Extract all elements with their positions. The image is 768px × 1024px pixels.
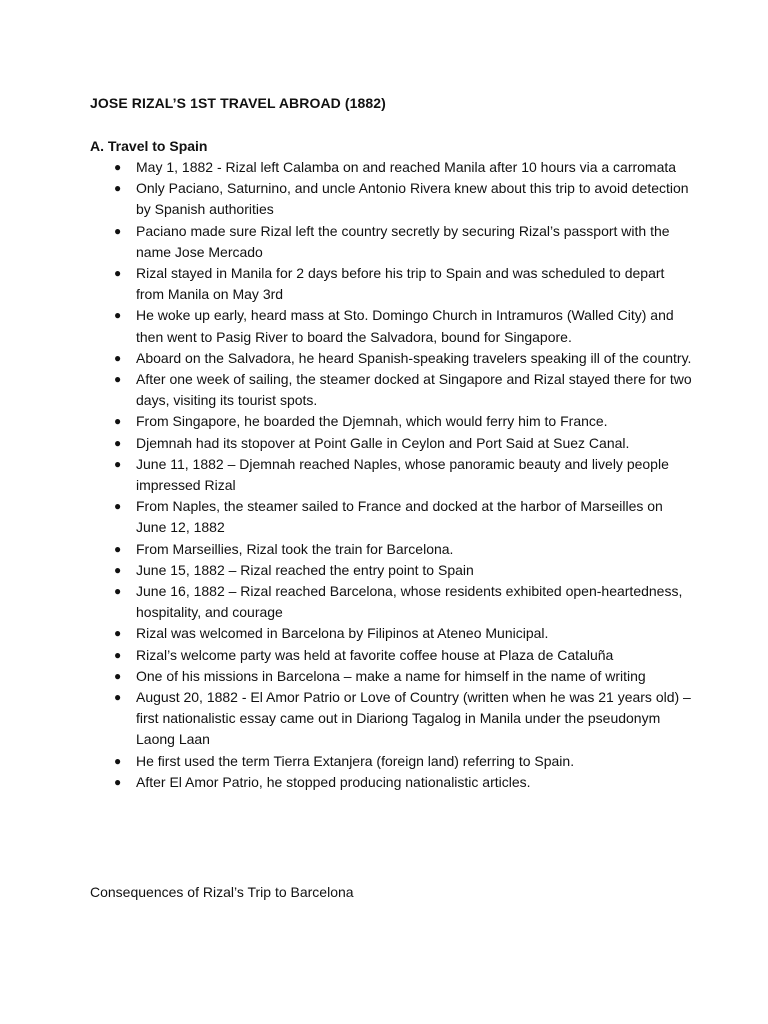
- bullet-icon: ●: [114, 584, 122, 599]
- list-item-text: From Naples, the steamer sailed to France and docked at the harbor of Marseilles on June 12, 1882: [136, 498, 663, 536]
- list-item: [114, 581, 694, 623]
- list-item: [114, 411, 694, 432]
- bullet-icon: ●: [114, 435, 122, 450]
- bullet-icon: ●: [114, 181, 122, 196]
- bullet-icon: ●: [114, 308, 122, 323]
- list-item-text: He first used the term Tierra Extanjera (foreign land) referring to Spain.: [136, 752, 575, 769]
- document-title: JOSE RIZAL’S 1ST TRAVEL ABROAD (1882): [90, 95, 386, 111]
- bullet-icon: ●: [114, 266, 122, 281]
- bullet-icon: ●: [114, 690, 122, 705]
- list-item: [114, 433, 694, 454]
- list-item-text: Djemnah had its stopover at Point Galle in Ceylon and Port Said at Suez Canal.: [136, 434, 630, 451]
- list-item: [114, 305, 694, 347]
- list-item-text: June 11, 1882 – Djemnah reached Naples, whose panoramic beauty and lively people impressed Rizal: [136, 455, 669, 494]
- bullet-icon: ●: [114, 647, 122, 662]
- list-item: [114, 539, 694, 560]
- list-item: [114, 687, 694, 751]
- list-item: [114, 348, 694, 369]
- consequences-heading: Consequences of Rizal’s Trip to Barcelona: [90, 884, 354, 900]
- bullet-icon: ●: [114, 626, 122, 641]
- list-item-text: One of his missions in Barcelona – make a name for himself in the name of writing: [136, 667, 646, 684]
- bullet-icon: ●: [114, 372, 122, 387]
- section-heading-travel-to-spain: A. Travel to Spain: [90, 138, 208, 154]
- bullet-icon: ●: [114, 562, 122, 577]
- list-item: [114, 751, 694, 772]
- list-item-text: Rizal stayed in Manila for 2 days before his trip to Spain and was scheduled to depart from Manila on May 3rd: [136, 265, 665, 303]
- list-item: [114, 772, 694, 793]
- list-item: [114, 560, 694, 581]
- list-item: [114, 496, 694, 538]
- list-item: [114, 157, 694, 178]
- list-item-text: Rizal’s welcome party was held at favorite coffee house at Plaza de Cataluña: [136, 646, 614, 663]
- list-item-text: From Marseillies, Rizal took the train for Barcelona.: [136, 540, 454, 557]
- list-item-text: He woke up early, heard mass at Sto. Domingo Church in Intramuros (Walled City) and then went to Pasig River to board the Salvadora, bound for Singapore.: [136, 307, 674, 345]
- bullet-icon: ●: [114, 456, 122, 471]
- list-item: [114, 178, 694, 220]
- list-item-text: June 15, 1882 – Rizal reached the entry point to Spain: [136, 561, 474, 578]
- list-item-text: Only Paciano, Saturnino, and uncle Antonio Rivera knew about this trip to avoid detection by Spanish authorities: [136, 180, 689, 218]
- list-item-text: From Singapore, he boarded the Djemnah, which would ferry him to France.: [136, 413, 608, 430]
- bullet-icon: ●: [114, 414, 122, 429]
- list-item-text: After El Amor Patrio, he stopped producing nationalistic articles.: [136, 773, 531, 790]
- bullet-list: [114, 157, 694, 793]
- list-item-text: After one week of sailing, the steamer docked at Singapore and Rizal stayed there for two days, visiting its tourist spots.: [136, 371, 692, 409]
- list-item: [114, 454, 694, 496]
- list-item-text: Rizal was welcomed in Barcelona by Filipinos at Ateneo Municipal.: [136, 625, 549, 642]
- list-item: [114, 369, 694, 411]
- list-item: [114, 623, 694, 644]
- bullet-icon: ●: [114, 160, 122, 174]
- list-item-text: June 16, 1882 – Rizal reached Barcelona, whose residents exhibited open-heartedness, hospitality, and courage: [136, 583, 683, 621]
- bullet-icon: ●: [114, 774, 122, 789]
- bullet-icon: ●: [114, 541, 122, 556]
- bullet-icon: ●: [114, 350, 122, 365]
- bullet-icon: ●: [114, 223, 122, 238]
- bullet-icon: ●: [114, 499, 122, 514]
- list-item-text: August 20, 1882 - El Amor Patrio or Love of Country (written when he was 21 years old) – first nationalistic essay came out in Diariong Tagalog in Manila under the pseudonym Laong Laan: [136, 689, 691, 748]
- list-item-text: May 1, 1882 - Rizal left Calamba on and reached Manila after 10 hours via a carromata: [136, 159, 677, 175]
- list-item: [114, 645, 694, 666]
- list-item: [114, 221, 694, 263]
- bullet-icon: ●: [114, 753, 122, 768]
- list-item-text: Paciano made sure Rizal left the country secretly by securing Rizal’s passport with the name Jose Mercado: [136, 222, 670, 260]
- list-item: [114, 263, 694, 305]
- list-item-text: Aboard on the Salvadora, he heard Spanish-speaking travelers speaking ill of the country.: [136, 349, 692, 366]
- list-item: [114, 666, 694, 687]
- bullet-icon: ●: [114, 668, 122, 683]
